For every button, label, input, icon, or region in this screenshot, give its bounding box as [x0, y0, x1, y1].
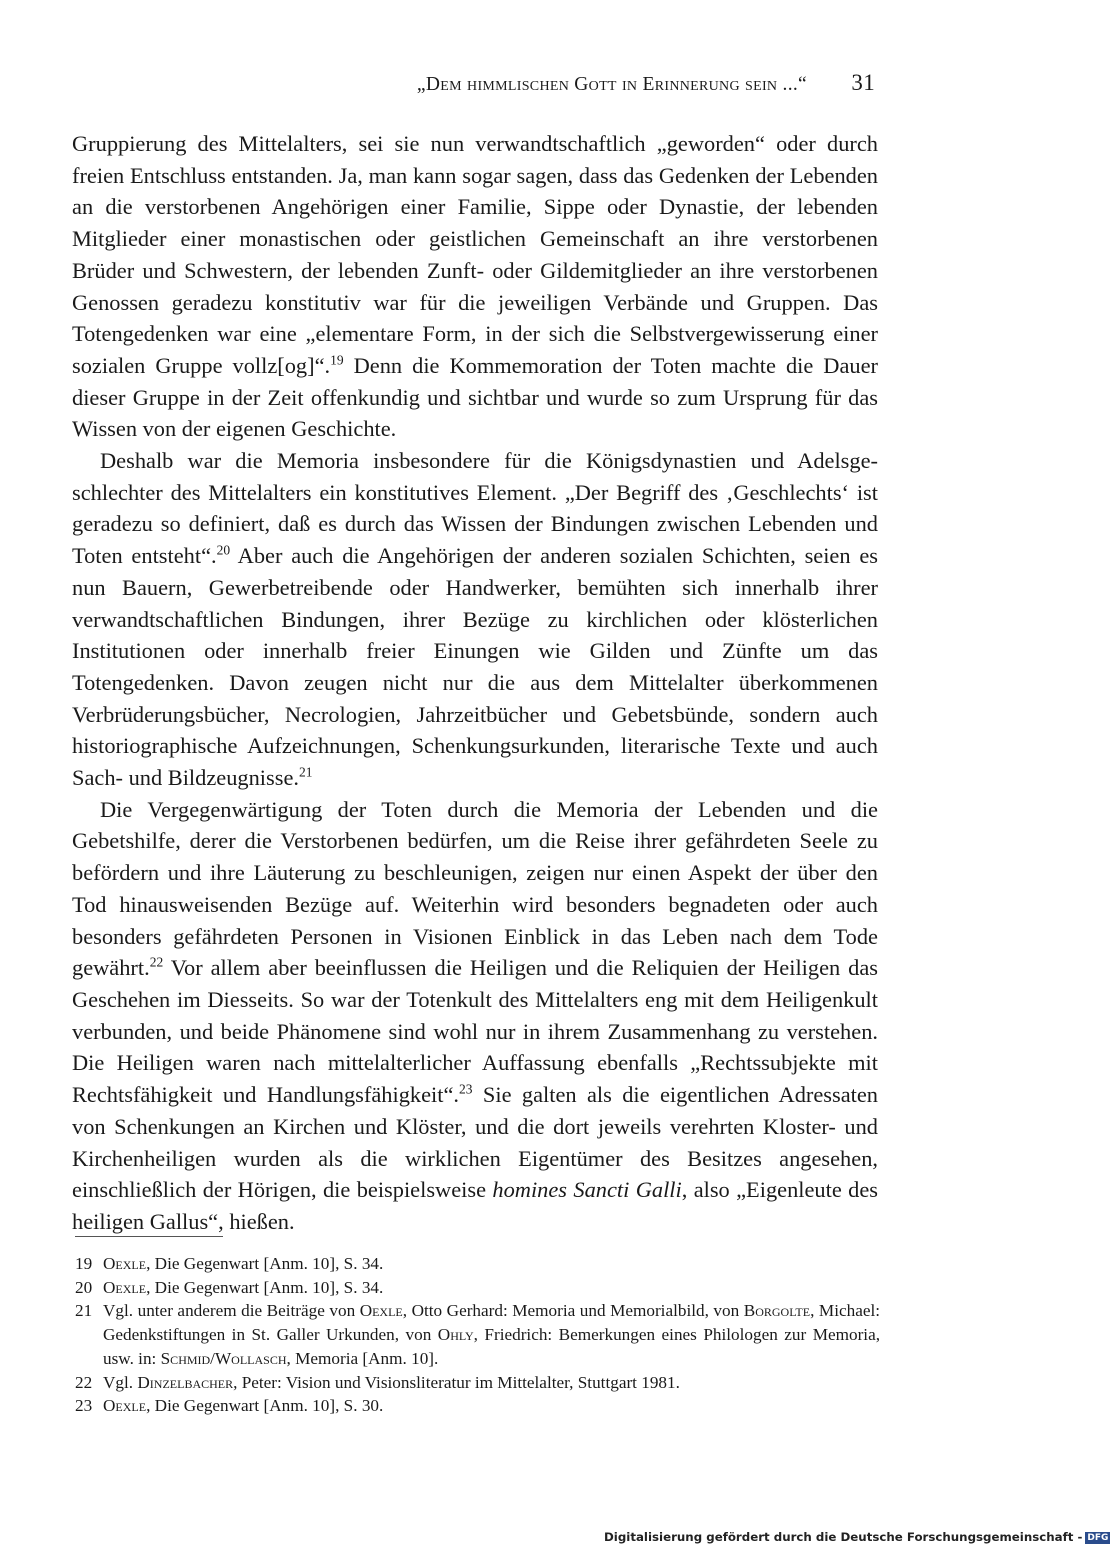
- author-name: Schmid/Wollasch: [160, 1348, 287, 1368]
- footnote-ref[interactable]: 21: [298, 764, 313, 780]
- page-number: 31: [851, 70, 875, 95]
- footnote-text: [103, 1276, 880, 1300]
- funding-credit: [604, 1530, 1109, 1548]
- dfg-logo: DFG: [1087, 1533, 1109, 1543]
- footnote-ref[interactable]: 19: [330, 352, 344, 368]
- running-title: „Dem himmlischen Gott in Erinnerung sein ...“: [416, 74, 807, 95]
- italic-text: homines Sancti Galli: [492, 1177, 682, 1203]
- footnote: [75, 1299, 880, 1370]
- footnote: [75, 1252, 880, 1276]
- text-run: , Otto Gerhard: Memoria und Memorialbild, von: [402, 1301, 744, 1321]
- footnotes: [75, 1252, 880, 1418]
- footnote: [75, 1371, 880, 1395]
- footnote-ref[interactable]: 22: [149, 954, 164, 970]
- author-name: Borgolte: [743, 1301, 811, 1321]
- paragraph: [72, 128, 878, 445]
- text-run: , Friedrich: Bemerkungen eines Philologen zur Memoria, usw. in:: [103, 1325, 881, 1368]
- text-run: Vgl. unter anderem die Beiträge von: [103, 1301, 360, 1321]
- text-run: Die Vergegenwärtigung der Toten durch die Memoria der Lebenden und die Gebetshilfe, derer die Verstorbenen bedürfen, um die Reise ihrer gefährdeten Seele zu befördern und ihre Läuterung zu beschleunigen, zeigen nur einen Aspekt der über den Tod hinausweisenden Bezüge auf. Weiterhin wird besonders begnadeten oder auch besonders gefährdeten Personen in Visionen Einblick in das Leben nach dem Tode gewährt.: [72, 796, 878, 981]
- text-run: , Memoria [Anm. 10].: [286, 1348, 439, 1368]
- text-run: Sie galten als die eigentlichen Adressaten von Schenkungen an Kirchen und Klöster, und die dort jeweils verehrten Kloster- und Kirchenheiligen wurden als die wirklichen Eigentümer des Besitzes angesehen, einschließlich der Hörigen, die beispielsweise: [72, 1082, 879, 1203]
- main-text: [72, 128, 878, 1238]
- footnote-text: [103, 1371, 880, 1395]
- footnote-text: [103, 1394, 880, 1418]
- footnote-number: 20: [75, 1277, 93, 1297]
- running-header: [60, 70, 875, 104]
- footnote-text: [103, 1299, 880, 1370]
- text-run: , Die Gegenwart [Anm. 10], S. 34.: [146, 1254, 384, 1273]
- text-run: Deshalb war die Memoria insbesondere für die Königsdynastien und Adelsgeschlechter des Mittelalters ein konstitutives Element. „Der Begriff des ‚Geschlechts‘ ist geradezu so definiert, daß es durch das Wissen der Bindungen zwischen Lebenden und Toten entsteht“.: [72, 448, 878, 569]
- text-run: , Die Gegenwart [Anm. 10], S. 34.: [146, 1277, 384, 1297]
- credit-text: Digitalisierung gefördert durch die Deutsche Forschungsgemeinschaft -: [604, 1530, 1083, 1544]
- author-name: Dinzelbacher: [137, 1372, 234, 1392]
- footnote-ref[interactable]: 23: [459, 1081, 473, 1097]
- footnote-ref[interactable]: 20: [216, 542, 231, 558]
- text-run: Denn die Kommemoration der Toten machte die Dauer dieser Gruppe in der Zeit offenkundig und sichtbar und wurde so zum Ursprung für das Wissen von der eigenen Geschichte.: [72, 352, 878, 442]
- text-run: , Die Gegenwart [Anm. 10], S. 30.: [146, 1396, 384, 1416]
- paragraph: [72, 445, 878, 794]
- text-run: Gruppierung des Mittelalters, sei sie nun verwandtschaftlich „geworden“ oder durch freien Entschluss entstanden. Ja, man kann sogar sagen, dass das Gedenken der Lebenden an die verstorbenen Angehörigen einer Familie, Sippe oder Dynastie, der lebenden Mitglieder einer monastischen oder geistlichen Gemeinschaft an ihre verstorbenen Brüder und Schwestern, der lebenden Zunft- oder Gildemitglieder an ihre verstorbenen Genossen geradezu konstitutiv war für die jeweiligen Verbände und Gruppen. Das Totengedenken war eine „elementare Form, in der sich die Selbstvergewisserung einer sozialen Gruppe vollz[og]“.: [72, 131, 878, 378]
- author-name: Oexle: [359, 1301, 403, 1321]
- author-name: Oexle: [103, 1396, 147, 1416]
- footnote-number: 19: [75, 1254, 93, 1273]
- text-run: Vgl.: [103, 1372, 138, 1392]
- text-run: Aber auch die Angehörigen der anderen sozialen Schichten, seien es nun Bauern, Gewerbetreibende oder Handwerker, bemühten sich innerhalb ihrer verwandtschaftlichen Bindungen, ihrer Bezüge zu kirchlichen oder klösterlichen Institutionen oder innerhalb freier Einungen wie Gilden und Zünfte um das Totengedenken. Davon zeugen nicht nur die aus dem Mittelalter überkommenen Verbrüderungsbücher, Necrologien, Jahrzeitbücher und Gebetsbünde, sondern auch historiographische Aufzeichnungen, Schenkungsurkunden, literarische Texte und auch Sach- und Bildzeugnisse.: [72, 543, 878, 791]
- text-run: Vor allem aber beeinflussen die Heiligen und die Reliquien der Heiligen das Geschehen im Diesseits. So war der Totenkult des Mittelalters eng mit dem Heiligenkult verbunden, und beide Phänomene sind wohl nur in ihrem Zusammenhang zu verstehen. Die Heiligen waren nach mittelalterlicher Auffassung ebenfalls „Rechtssubjekte mit Rechtsfähigkeit und Handlungsfähigkeit“.: [72, 955, 878, 1108]
- footnote-divider: [75, 1236, 223, 1237]
- footnote-number: 22: [75, 1372, 93, 1392]
- footnote: [75, 1394, 880, 1418]
- footnote-text: [103, 1252, 880, 1276]
- text-run: , Michael: Gedenkstiftungen in St. Galler Urkunden, von: [103, 1301, 880, 1345]
- text-run: , also „Eigenleute des heiligen Gallus“, hießen.: [72, 1177, 878, 1234]
- paragraph: [72, 794, 878, 1238]
- author-name: Ohly: [437, 1325, 474, 1345]
- footnote: [75, 1276, 880, 1300]
- footnote-number: 23: [75, 1396, 93, 1416]
- author-name: Oexle: [103, 1254, 147, 1273]
- text-run: , Peter: Vision und Visionsliteratur im Mittelalter, Stuttgart 1981.: [233, 1372, 680, 1392]
- author-name: Oexle: [103, 1277, 147, 1297]
- footnote-number: 21: [75, 1301, 93, 1321]
